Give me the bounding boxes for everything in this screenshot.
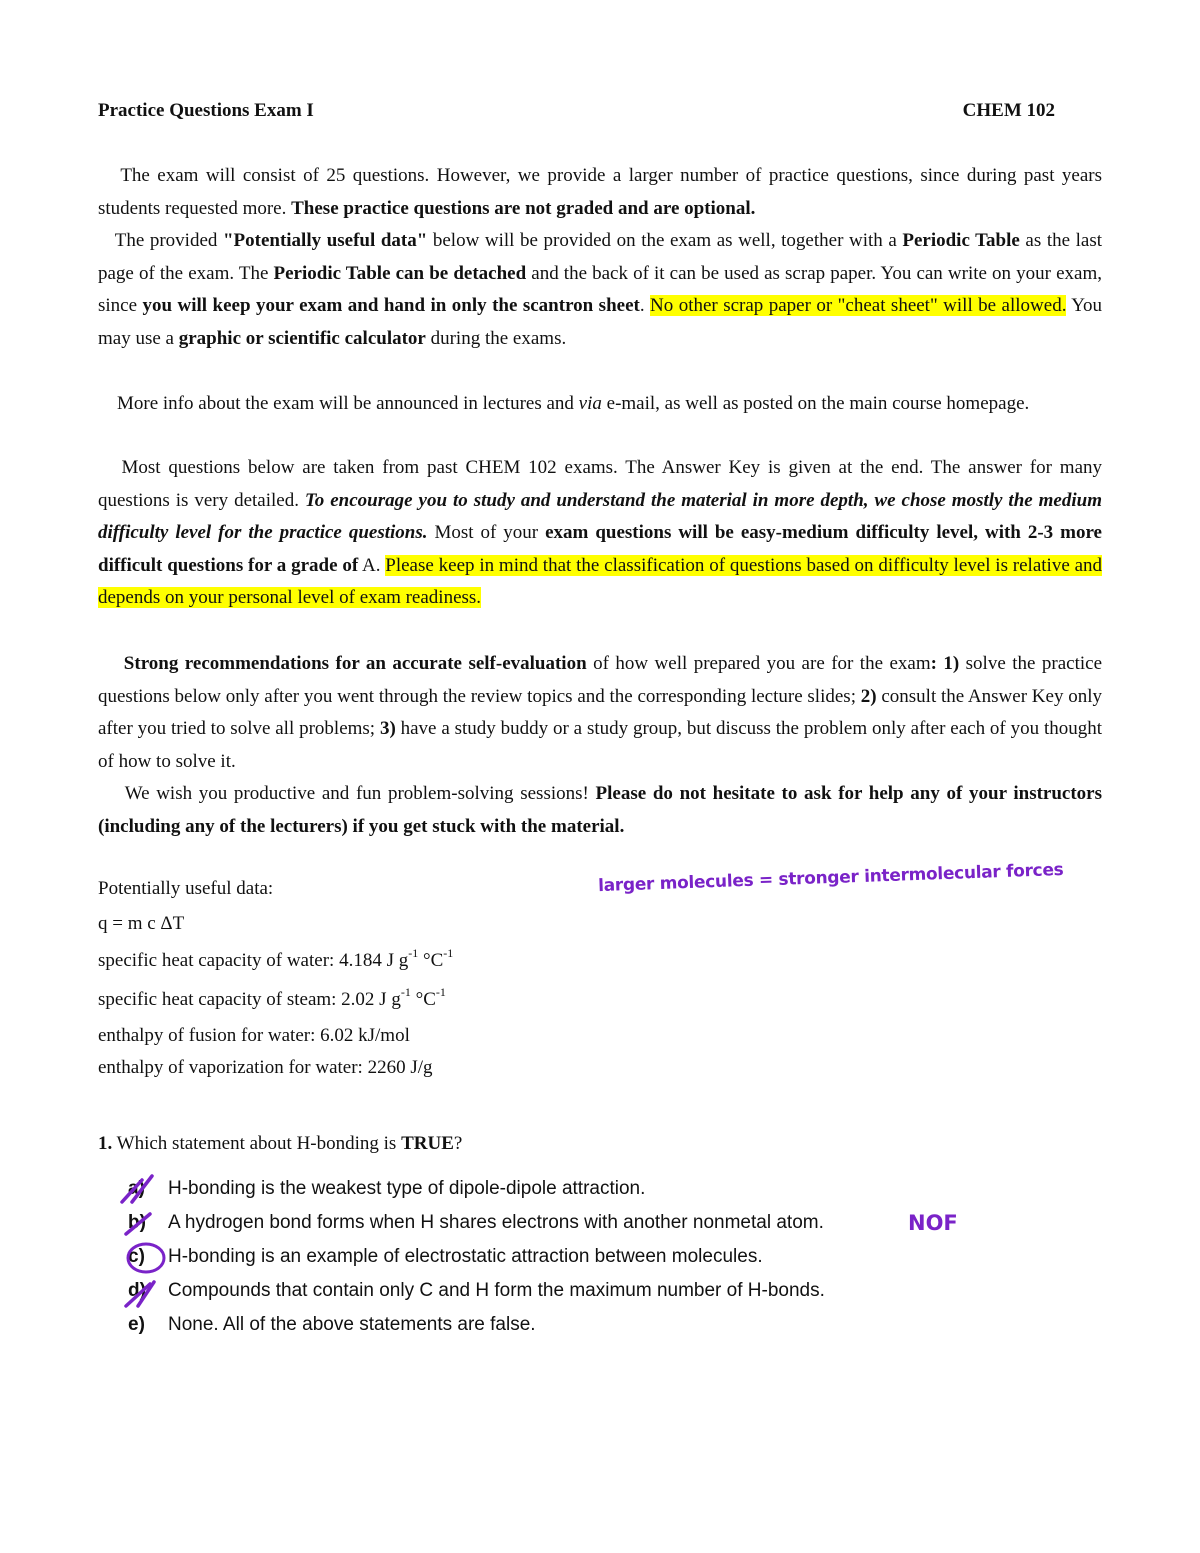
circle-mark-c — [124, 1240, 170, 1276]
heat-equation: q = m c ΔT — [98, 913, 185, 934]
option-b: b) A hydrogen bond forms when H shares electrons with another nonmetal atom. — [128, 1212, 824, 1233]
question-1: 1. Which statement about H-bonding is TRUE? — [98, 1133, 463, 1154]
intro-paragraph-3: More info about the exam will be announced in lectures and via e-mail, as well as posted on the main course homepage. — [117, 393, 1030, 414]
steam-heat-capacity: specific heat capacity of steam: 2.02 J $g^{-1}$ $^\circ C^{-1}$ — [98, 985, 446, 1010]
cross-out-mark-b — [120, 1206, 170, 1242]
course-code: CHEM 102 — [962, 100, 1055, 121]
water-heat-capacity: specific heat capacity of water: 4.184 J $g^{-1}$ $^\circ C^{-1}$ — [98, 946, 454, 971]
option-a: a) H-bonding is the weakest type of dipole-dipole attraction. — [128, 1178, 646, 1199]
intro-paragraph-6: We wish you productive and fun problem-solving sessions! Please do not hesitate to ask for help any of your instructors (including any of the lecturers) if you get stuck with the material. — [98, 783, 1103, 837]
intro-paragraph-5: Strong recommendations for an accurate self-evaluation of how well prepared you are for the exam: 1) solve the practice questions below only after you went through the review topics and the corresponding lecture slides; 2) consult the Answer Key only after you tried to solve all problems; 3) have a study buddy or a study group, but discuss the problem only after each of you thought of how to solve it. — [98, 653, 1103, 772]
intro-paragraph-1: The exam will consist of 25 questions. However, we provide a larger number of practice questions, since during past years students requested more. These practice questions are not graded and are optional. — [98, 165, 1103, 219]
highlighted-difficulty-note: Please keep in mind that the classification of questions based on difficulty level is relative and depends on your personal level of exam readiness. — [98, 554, 1103, 608]
highlighted-no-scrap-paper: No other scrap paper or "cheat sheet" will be allowed. — [650, 295, 1067, 316]
vaporization-enthalpy: enthalpy of vaporization for water: 2260 J/g — [98, 1057, 433, 1078]
cross-out-mark-d — [120, 1276, 170, 1312]
exam-title: Practice Questions Exam I — [98, 100, 314, 121]
useful-data-heading: Potentially useful data: — [98, 878, 274, 899]
option-e: e) None. All of the above statements are false. — [128, 1314, 536, 1335]
page-header — [98, 100, 1055, 122]
handwritten-nof: NOF — [908, 1211, 958, 1235]
cross-out-mark-a — [118, 1172, 168, 1208]
option-c: c) H-bonding is an example of electrostatic attraction between molecules. — [128, 1246, 763, 1267]
intro-paragraph-4: Most questions below are taken from past CHEM 102 exams. The Answer Key is given at the end. The answer for many questions is very detailed. To encourage you to study and understand the material in more depth, we chose mostly the medium difficulty level for the practice questions. Most of your exam questions will be easy-medium difficulty level, with 2-3 more difficult questions for a grade of A. Please keep in mind that the classification of questions based on difficulty level is relative and depends on your personal level of exam readiness. — [98, 457, 1103, 608]
fusion-enthalpy: enthalpy of fusion for water: 6.02 kJ/mol — [98, 1025, 410, 1046]
question-number: 1. — [98, 1133, 113, 1154]
handwritten-note: larger molecules = stronger intermolecular forces — [597, 859, 1064, 897]
option-d: d) Compounds that contain only C and H form the maximum number of H-bonds. — [128, 1280, 825, 1301]
intro-paragraph-2: The provided "Potentially useful data" below will be provided on the exam as well, together with a Periodic Table as the last page of the exam. The Periodic Table can be detached and the back of it can be used as scrap paper. You can write on your exam, since you will keep your exam and hand in only the scantron sheet. No other scrap paper or "cheat sheet" will be allowed. You may use a graphic or scientific calculator during the exams. — [98, 230, 1103, 349]
